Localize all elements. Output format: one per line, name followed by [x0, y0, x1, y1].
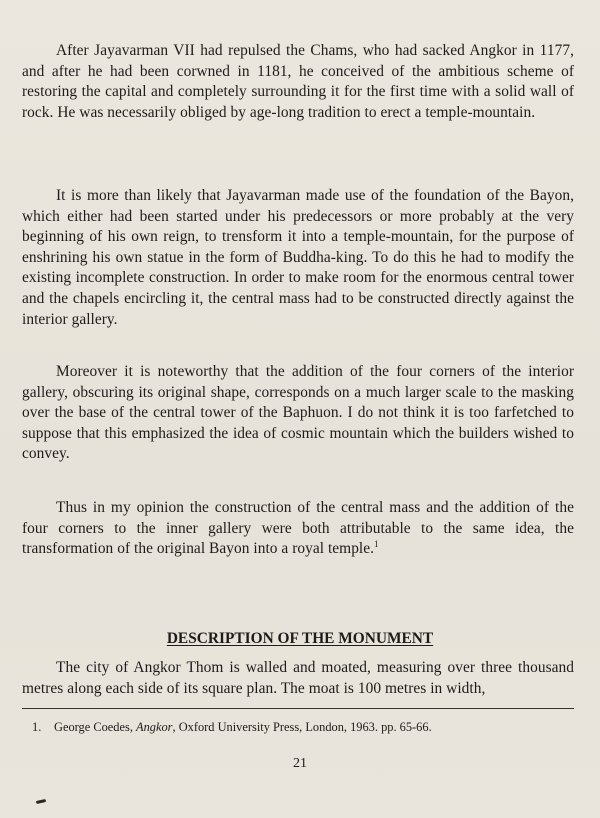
footnote [32, 719, 572, 735]
section-heading: DESCRIPTION OF THE MONUMENT [166, 630, 434, 647]
section-paragraph-text: The city of Angkor Thom is walled and moated, measuring over three thousand metres along each side of its square plan. The moat is 100 metres in width, [22, 659, 574, 697]
footnote-divider [22, 708, 574, 709]
section-paragraph [22, 658, 574, 699]
footnote-author: George Coedes, [54, 720, 133, 734]
paragraph-4 [22, 498, 574, 560]
paragraph-3-text: Moreover it is noteworthy that the addition of the four corners of the interior gallery, obscuring its original shape, corresponds on a much larger scale to the masking over the base of the central tower of the Baphuon. I do not think it is too farfetched to suppose that this emphasized the idea of cosmic mountain which the builders wished to convey. [22, 363, 574, 463]
footnote-publisher: , Oxford University Press, London, 1963. pp. 65-66. [172, 720, 432, 734]
footnote-number: 1. [32, 720, 42, 734]
footnote-marker: 1 [374, 539, 379, 550]
footnote-title: Angkor [136, 720, 173, 734]
ink-smudge [36, 799, 46, 804]
paragraph-4-text: Thus in my opinion the construction of the central mass and the addition of the four corners to the inner gallery were both attributable to the same idea, the transformation of the original Bayon into a royal temple. [22, 499, 574, 558]
paragraph-3 [22, 362, 574, 465]
paragraph-2-text: It is more than likely that Jayavarman made use of the foundation of the Bayon, which either had been started under his predecessors or more probably at the very beginning of his own reign, to trensform it into a temple-mountain, for the purpose of enshrining his own statue in the form of Buddha-king. To do this he had to modify the existing incomplete construction. In order to make room for the enormous central tower and the chapels encircling it, the central mass had to be constructed directly against the interior gallery. [22, 187, 574, 328]
paragraph-2 [22, 186, 574, 330]
paragraph-1-text: After Jayavarman VII had repulsed the Chams, who had sacked Angkor in 1177, and after he had been corwned in 1181, he conceived of the ambitious scheme of restoring the capital and completely surrounding it for the first time with a solid wall of rock. He was necessarily obliged by age-long tradition to erect a temple-mountain. [22, 42, 574, 121]
page-number: 21 [293, 756, 307, 771]
paragraph-1 [22, 41, 574, 123]
